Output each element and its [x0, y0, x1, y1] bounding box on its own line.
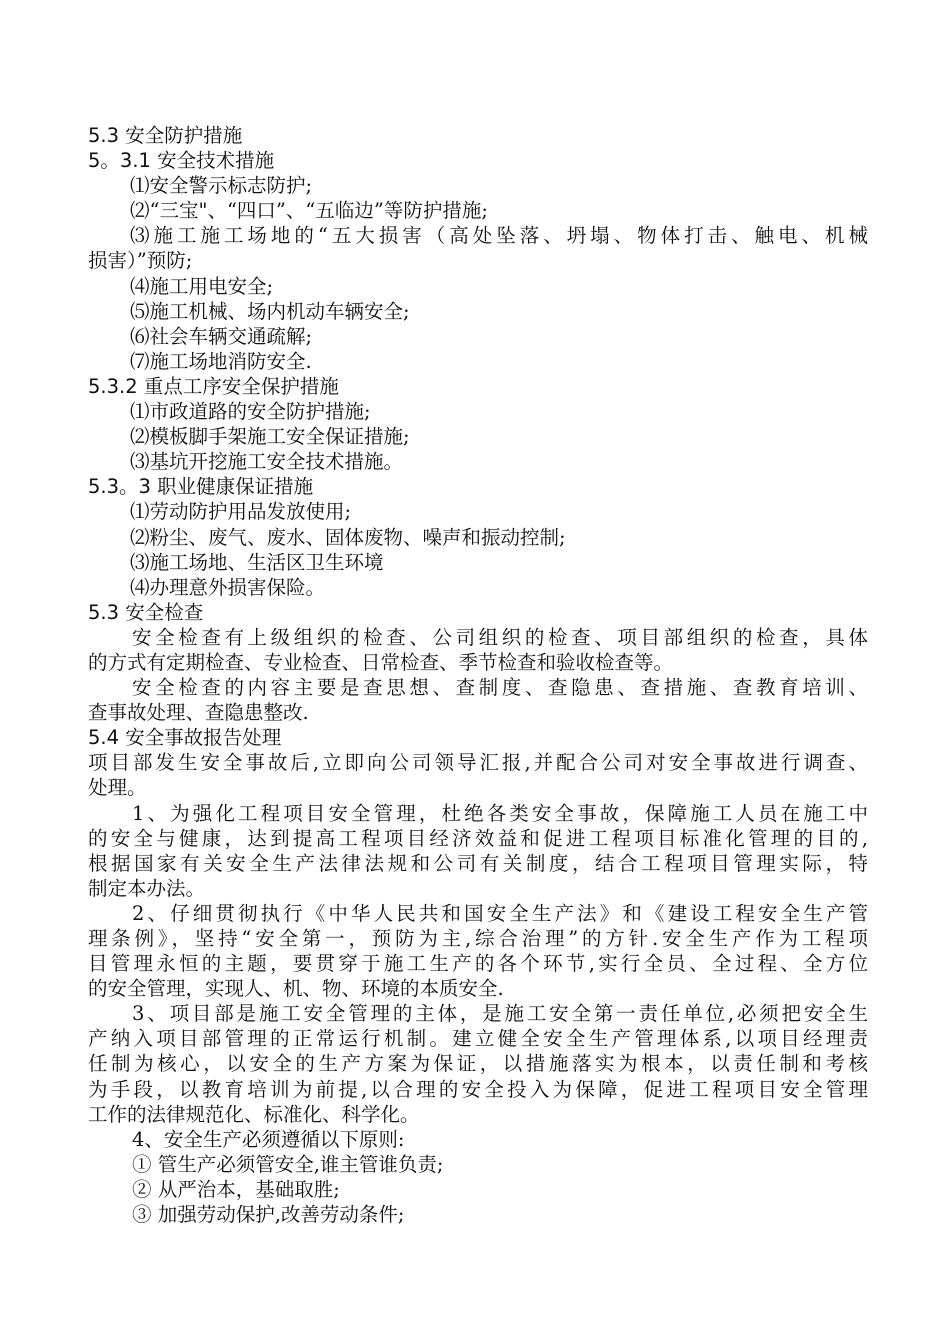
list-item: ⑺施工场地消防安全. [130, 349, 312, 373]
section-heading-safety-inspection: 5.3 安全检查 [88, 600, 204, 624]
section-heading-5-4: 5.4 安全事故报告处理 [88, 726, 282, 750]
paragraph-line: 为手段，以教育培训为前提,以合理的安全投入为保障，促进工程项目安全管理 [88, 1077, 868, 1101]
list-item: ③ 加强劳动保护,改善劳动条件; [132, 1203, 405, 1227]
document-body [88, 123, 868, 1227]
list-item: ⑶基坑开挖施工安全技术措施。 [130, 450, 404, 474]
list-item: ⑵模板脚手架施工安全保证措施; [130, 425, 410, 449]
list-item-continuation: 损害）”预防; [88, 249, 193, 273]
paragraph-line: 的方式有定期检查、专业检查、日常检查、季节检查和验收检查等。 [88, 650, 674, 674]
section-heading-5-3: 5.3 安全防护措施 [88, 124, 243, 147]
paragraph-line: 制定本办法。 [88, 876, 206, 900]
paragraph-line: 查事故处理、查隐患整改. [88, 701, 309, 725]
paragraph-line: 产纳入项目部管理的正常运行机制。建立健全安全生产管理体系,以项目经理责 [88, 1027, 868, 1051]
list-item: ② 从严治本，基础取胜; [132, 1177, 340, 1201]
paragraph-line: 的安全与健康，达到提高工程项目经济效益和促进工程项目标准化管理的目的, [88, 826, 868, 850]
paragraph-line: 3、项目部是施工安全管理的主体，是施工安全第一责任单位,必须把安全生 [132, 1002, 868, 1026]
list-item: ⑵粉尘、废气、废水、固体废物、噪声和振动控制; [130, 525, 566, 549]
section-heading-5-3-2: 5.3.2 重点工序安全保护措施 [88, 374, 339, 398]
paragraph-line: 理条例》，坚持“安全第一，预防为主,综合治理”的方针.安全生产作为工程项 [88, 927, 868, 950]
list-item: ⑵“三宝"、“四口”、“五临边”等防护措施; [130, 199, 488, 223]
list-item: ⑴安全警示标志防护; [130, 174, 313, 198]
list-item: ⑴市政道路的安全防护措施; [130, 400, 371, 424]
paragraph-line: 处理。 [88, 776, 147, 800]
paragraph-line: 根据国家有关安全生产法律法规和公司有关制度，结合工程项目管理实际，特 [88, 851, 868, 875]
list-item: ① 管生产必须管安全,谁主管谁负责; [132, 1152, 444, 1176]
paragraph-line: 安全检查有上级组织的检查、公司组织的检查、项目部组织的检查，具体 [132, 625, 868, 649]
paragraph-line: 2、仔细贯彻执行《中华人民共和国安全生产法》和《建设工程安全生产管 [132, 901, 868, 925]
paragraph-line: 目管理永恒的主题，要贯穿于施工生产的各个环节,实行全员、全过程、全方位 [88, 952, 868, 976]
paragraph-line: 4、安全生产必须遵循以下原则: [132, 1127, 405, 1151]
paragraph-line: 的安全管理，实现人、机、物、环境的本质安全. [88, 977, 504, 1001]
section-heading-5-3-1: 5。3.1 安全技术措施 [88, 149, 275, 173]
list-item: ⑶施工场地、生活区卫生环境 [130, 550, 384, 574]
list-item: ⑷施工用电安全; [130, 274, 274, 298]
paragraph-line: 任制为核心，以安全的生产方案为保证，以措施落实为根本，以责任制和考核 [88, 1052, 868, 1076]
list-item: ⑷办理意外损害保险。 [130, 575, 326, 599]
section-heading-5-3-3: 5.3。3 职业健康保证措施 [88, 475, 314, 499]
paragraph-line: 安全检查的内容主要是查思想、查制度、查隐患、查措施、查教育培训、 [132, 676, 868, 700]
list-item: ⑸施工机械、场内机动车辆安全; [130, 299, 410, 323]
paragraph-line: 工作的法律规范化、标准化、科学化。 [88, 1102, 420, 1126]
list-item: ⑴劳动防护用品发放使用; [130, 500, 352, 524]
paragraph-line: 1、为强化工程项目安全管理，杜绝各类安全事故，保障施工人员在施工中 [132, 801, 868, 825]
list-item: ⑶施工施工场地的“五大损害（高处坠落、坍塌、物体打击、触电、机械 [130, 224, 868, 248]
list-item: ⑹社会车辆交通疏解; [130, 324, 313, 348]
paragraph-line: 项目部发生安全事故后,立即向公司领导汇报,并配合公司对安全事故进行调查、 [88, 751, 868, 775]
